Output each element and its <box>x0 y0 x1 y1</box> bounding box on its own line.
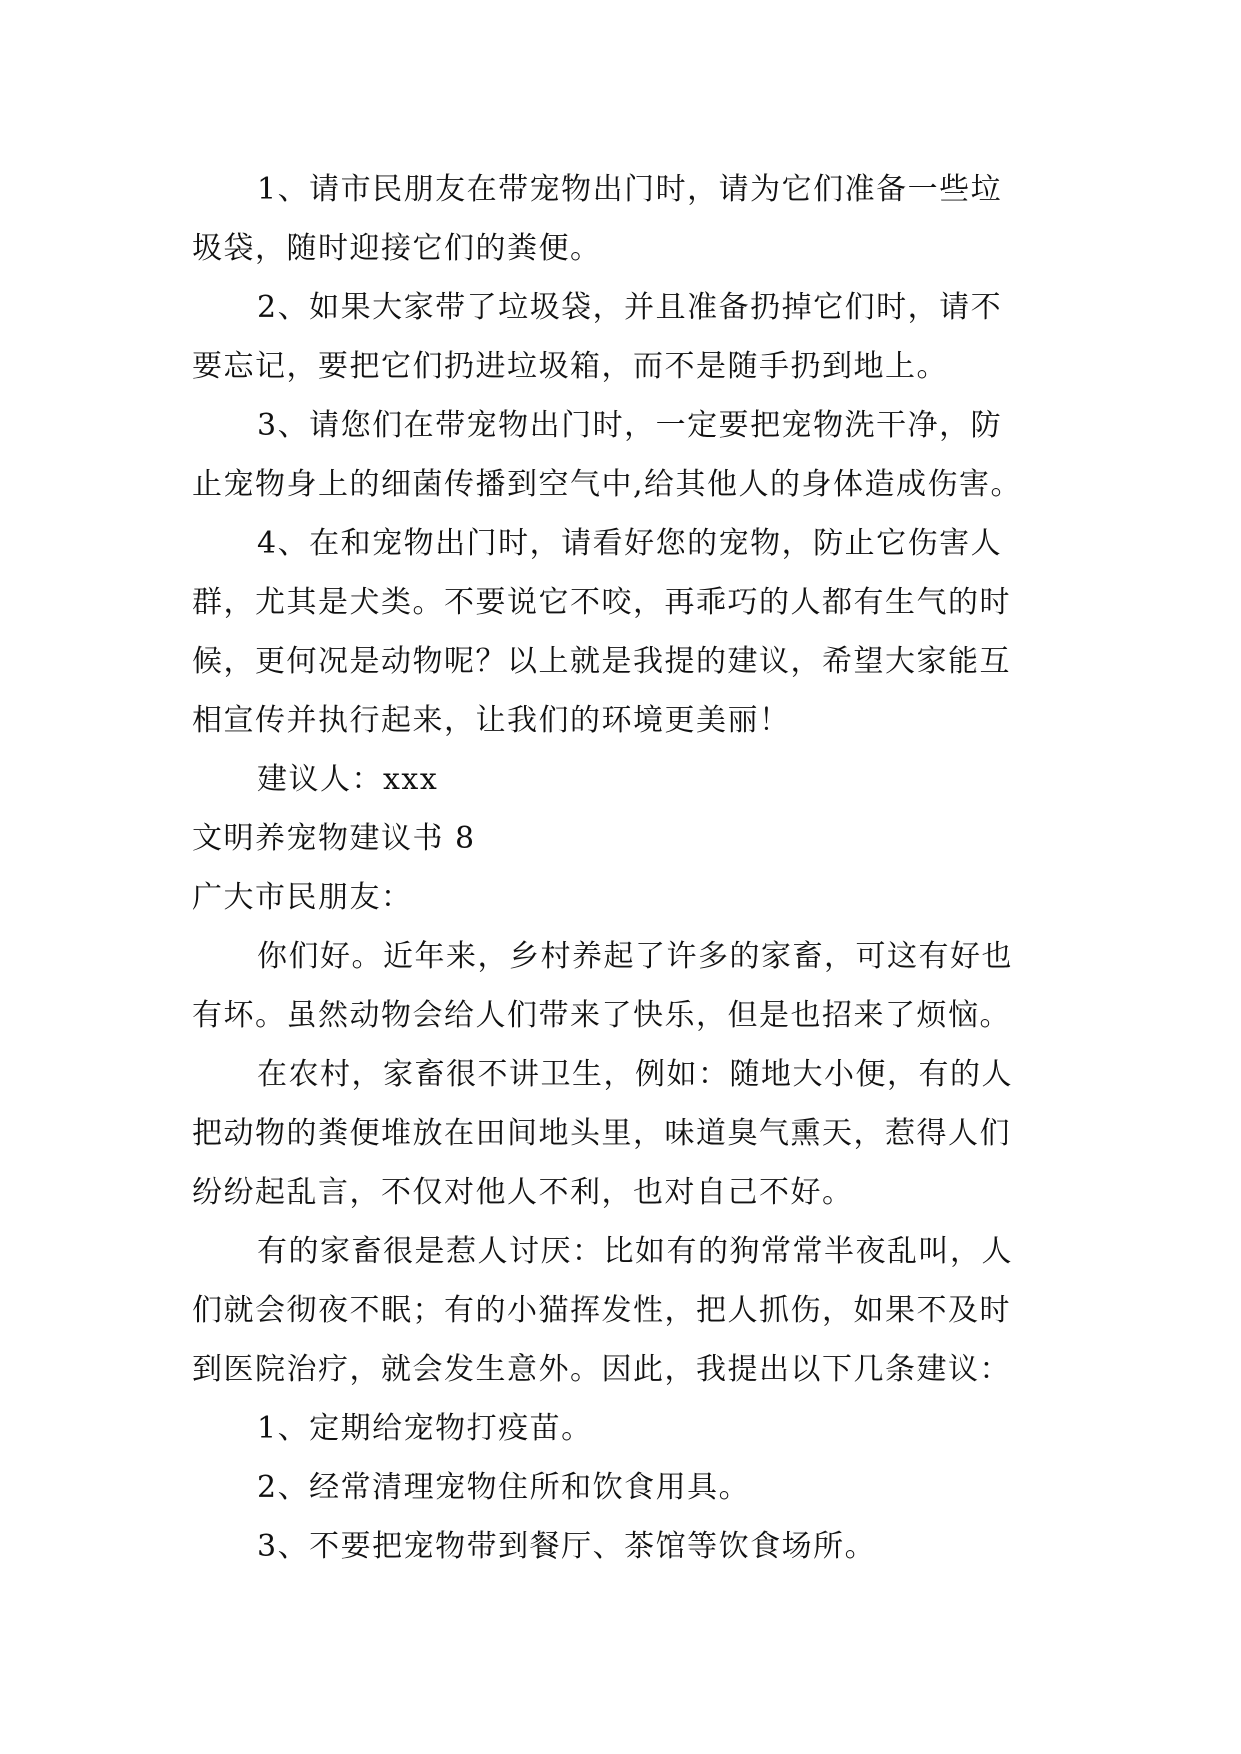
list-item: 2、经常清理宠物住所和饮食用具。 <box>257 1470 751 1505</box>
paragraph-line: 纷纷起乱言，不仅对他人不利，也对自己不好。 <box>192 1175 854 1210</box>
paragraph-line: 2、如果大家带了垃圾袋，并且准备扔掉它们时，请不 <box>257 290 1003 325</box>
list-item: 3、不要把宠物带到餐厅、茶馆等饮食场所。 <box>257 1529 877 1564</box>
paragraph-line: 你们好。近年来，乡村养起了许多的家畜，可这有好也 <box>257 939 1013 974</box>
section-title: 文明养宠物建议书 8 <box>192 821 476 856</box>
paragraph-line: 到医院治疗，就会发生意外。因此，我提出以下几条建议： <box>192 1352 1011 1387</box>
paragraph-line: 们就会彻夜不眠；有的小猫挥发性，把人抓伤，如果不及时 <box>192 1293 1011 1328</box>
document-body <box>192 160 1052 1576</box>
paragraph-line: 相宣传并执行起来，让我们的环境更美丽！ <box>192 703 791 738</box>
paragraph-line: 群，尤其是犬类。不要说它不咬，再乖巧的人都有生气的时 <box>192 585 1011 620</box>
paragraph-line: 4、在和宠物出门时，请看好您的宠物，防止它伤害人 <box>257 526 1003 561</box>
paragraph-line: 要忘记，要把它们扔进垃圾箱，而不是随手扔到地上。 <box>192 349 948 384</box>
salutation: 广大市民朋友： <box>192 880 413 915</box>
paragraph-line: 有坏。虽然动物会给人们带来了快乐，但是也招来了烦恼。 <box>192 998 1011 1033</box>
paragraph-line: 圾袋，随时迎接它们的粪便。 <box>192 231 602 266</box>
paragraph-line: 有的家畜很是惹人讨厌：比如有的狗常常半夜乱叫，人 <box>257 1234 1013 1269</box>
paragraph-line: 止宠物身上的细菌传播到空气中,给其他人的身体造成伤害。 <box>192 467 1023 502</box>
paragraph-line: 候，更何况是动物呢？以上就是我提的建议，希望大家能互 <box>192 644 1011 679</box>
paragraph-line: 1、请市民朋友在带宠物出门时，请为它们准备一些垃 <box>257 172 1003 207</box>
paragraph-line: 在农村，家畜很不讲卫生，例如：随地大小便，有的人 <box>257 1057 1013 1092</box>
paragraph-line: 3、请您们在带宠物出门时，一定要把宠物洗干净，防 <box>257 408 1003 443</box>
list-item: 1、定期给宠物打疫苗。 <box>257 1411 593 1446</box>
signature-line: 建议人：xxx <box>257 762 439 797</box>
paragraph-line: 把动物的粪便堆放在田间地头里，味道臭气熏天，惹得人们 <box>192 1116 1011 1151</box>
